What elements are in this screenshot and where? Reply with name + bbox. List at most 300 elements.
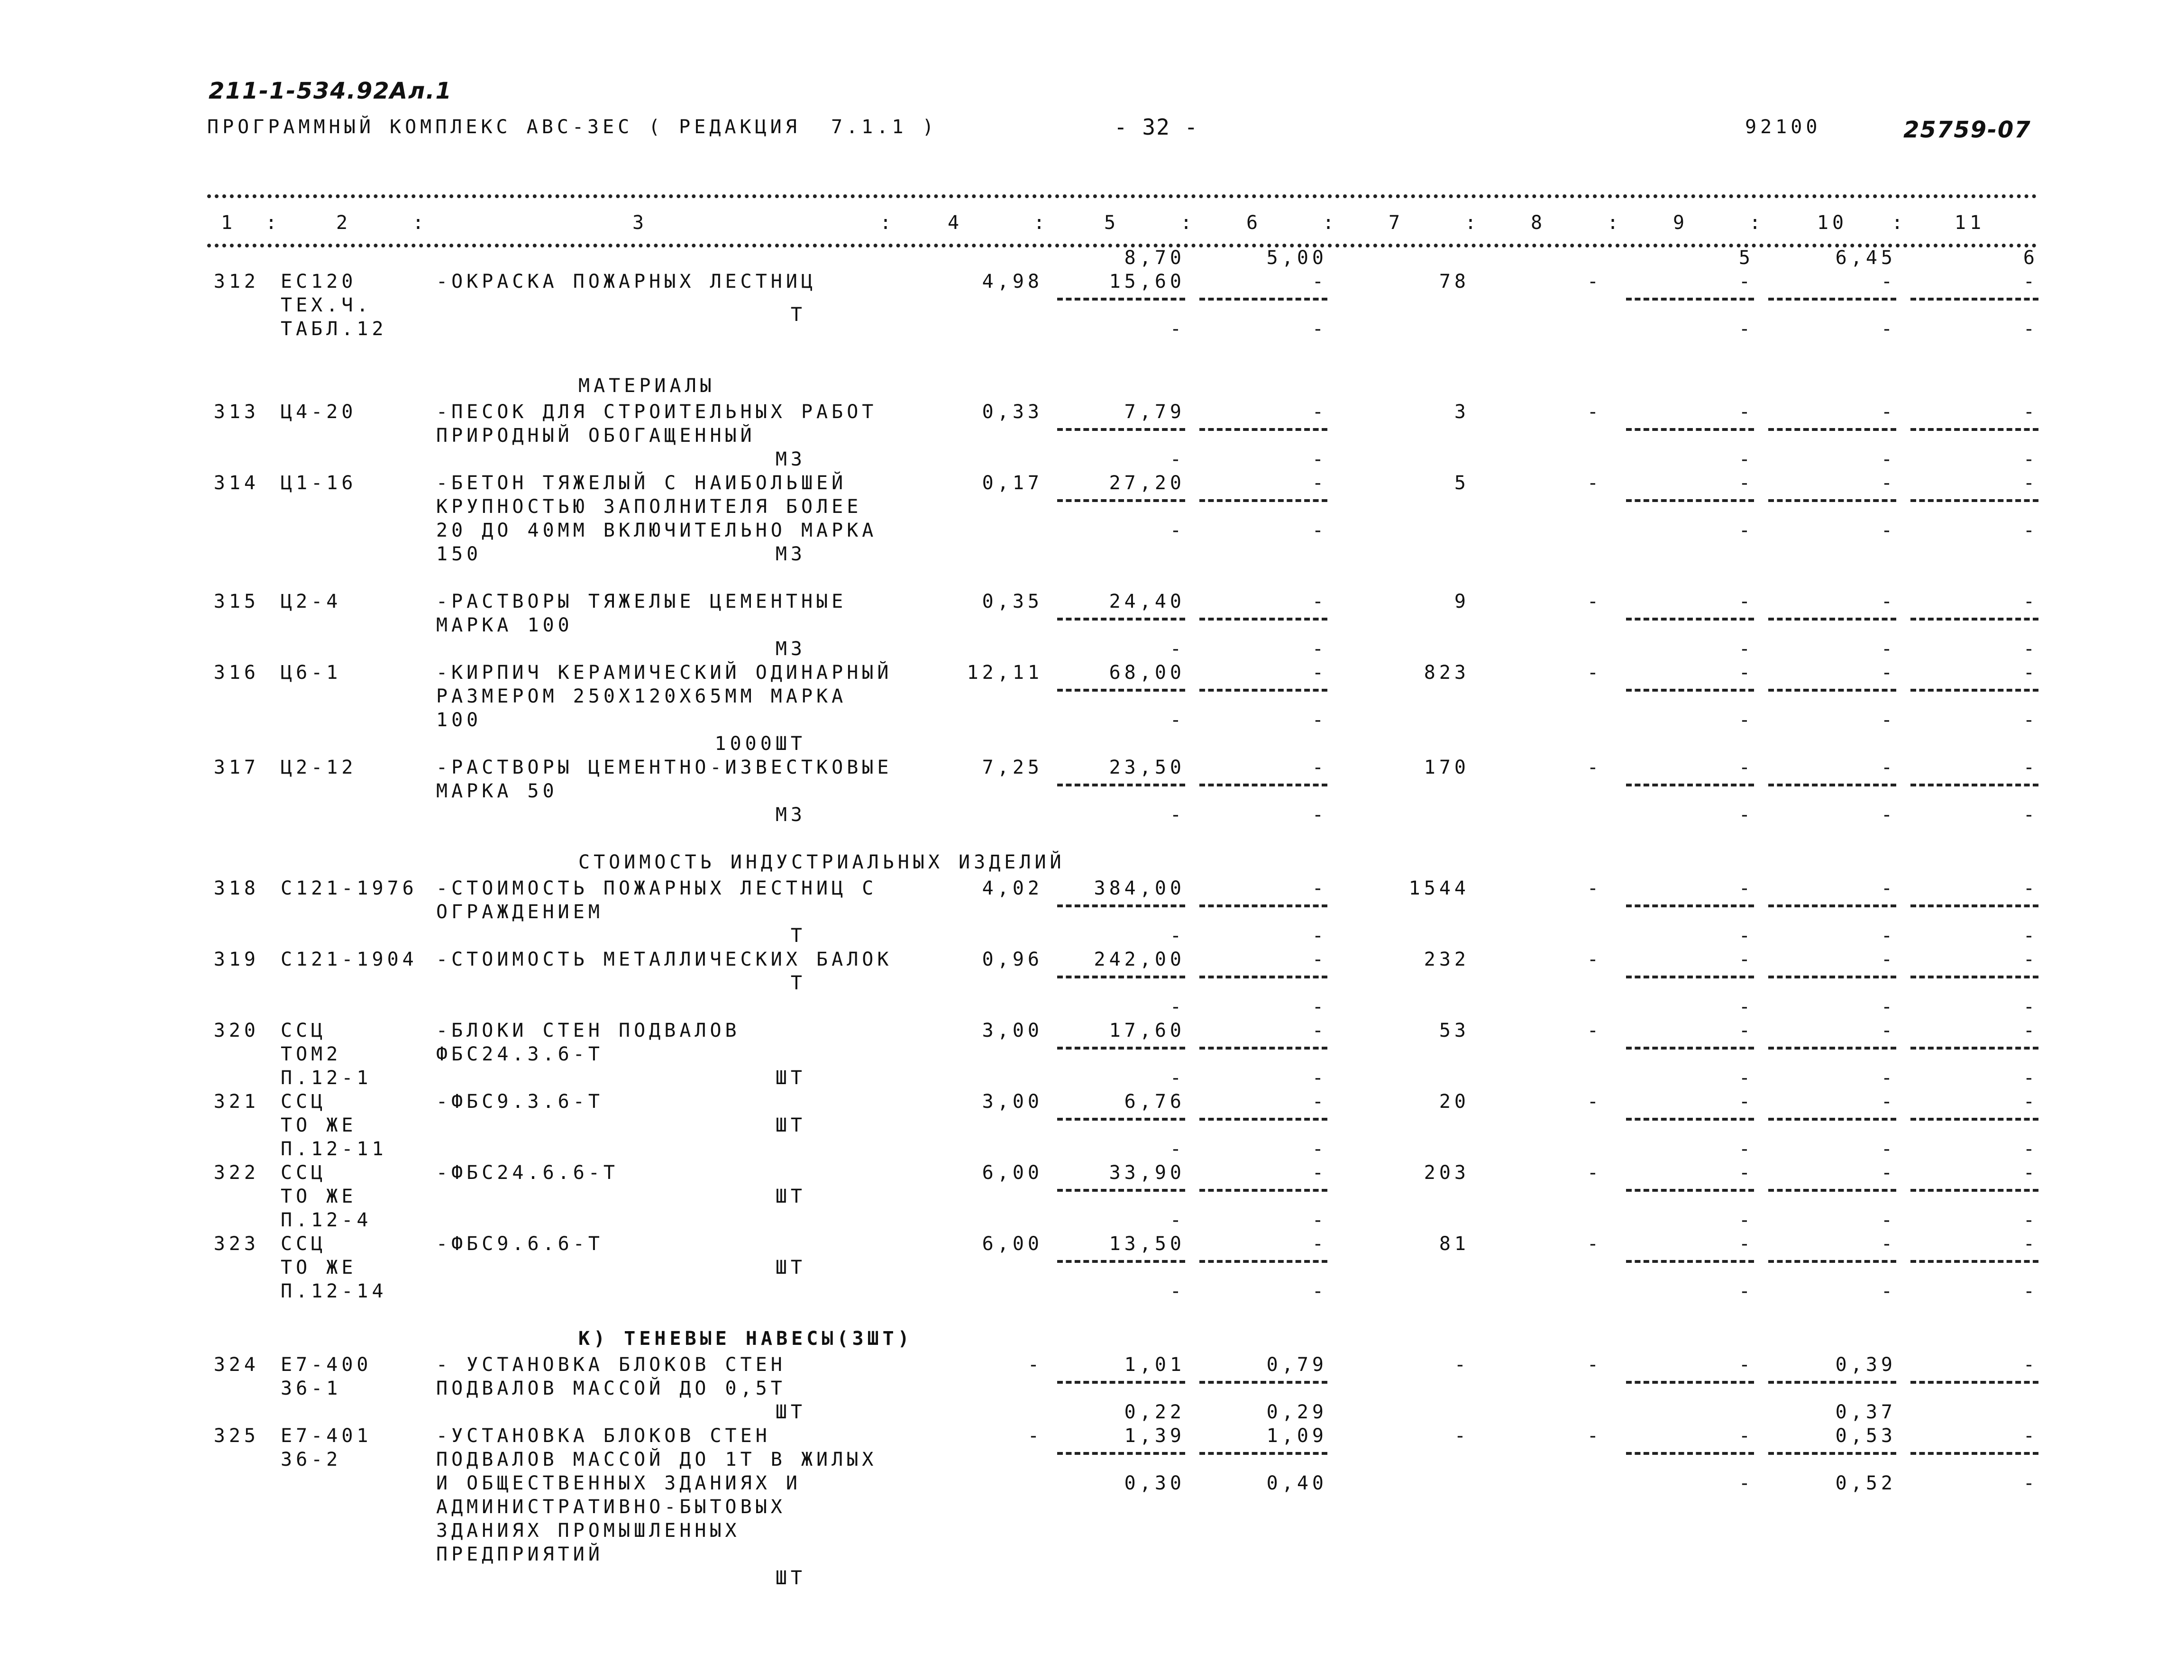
col5-bottom-value: -	[1170, 996, 1185, 1018]
col7-value: 203	[1424, 1162, 1470, 1184]
col7-value: 3	[1454, 401, 1470, 423]
work-description: 20 ДО 40ММ ВКЛЮЧИТЕЛЬНО МАРКА	[436, 520, 877, 541]
col9-value: -	[1738, 472, 1754, 494]
col7-value: 1544	[1408, 877, 1470, 899]
work-description: АДМИНИСТРАТИВНО-БЫТОВЫХ	[436, 1496, 786, 1518]
col5-bottom-value: -	[1170, 709, 1185, 731]
value-separator	[1057, 428, 1185, 431]
col5-value: 384,00	[1094, 877, 1185, 899]
col9-value: -	[1738, 1233, 1754, 1255]
work-code: ТО ЖЕ	[281, 1257, 357, 1278]
col11-value: -	[2023, 1020, 2038, 1041]
col9-value: -	[1738, 877, 1754, 899]
value-separator	[1626, 1189, 1754, 1192]
value-separator	[1910, 618, 2038, 621]
col6-value: -	[1312, 401, 1327, 423]
col10-bottom-value: -	[1881, 925, 1896, 947]
value-separator	[1910, 1381, 2038, 1384]
row-number: 315	[213, 591, 259, 612]
col-header-4: 4	[947, 212, 963, 234]
col5-value: 1,39	[1124, 1425, 1185, 1447]
quantity-value: 4,98	[982, 271, 1043, 292]
col7-value: 823	[1424, 662, 1470, 684]
col5-value: 6,76	[1124, 1091, 1185, 1113]
col11-bottom-value: -	[2023, 1472, 2038, 1494]
col9-value: -	[1738, 662, 1754, 684]
value-separator	[1057, 618, 1185, 621]
col10-bottom-value: -	[1881, 804, 1896, 826]
value-separator	[1626, 618, 1754, 621]
col10-value: -	[1881, 662, 1896, 684]
col6-bottom-value: 0,29	[1266, 1401, 1327, 1423]
col10-value: -	[1881, 1091, 1896, 1113]
value-separator	[1910, 1452, 2038, 1455]
value-separator	[1626, 1381, 1754, 1384]
col10-value: 0,53	[1835, 1425, 1896, 1447]
col5-top-value: 8,70	[1124, 247, 1185, 269]
value-separator	[1199, 428, 1327, 431]
col11-bottom-value: -	[2023, 638, 2038, 660]
col10-bottom-value: -	[1881, 996, 1896, 1018]
col5-bottom-value: -	[1170, 1209, 1185, 1231]
col-sep: :	[1892, 212, 1907, 234]
col5-value: 242,00	[1094, 949, 1185, 970]
value-separator	[1057, 976, 1185, 978]
col6-value: -	[1312, 271, 1327, 292]
col6-value: -	[1312, 591, 1327, 612]
col5-value: 27,20	[1109, 472, 1185, 494]
col8-value: -	[1587, 949, 1602, 970]
col11-top-value: 6	[2023, 247, 2038, 269]
col8-value: -	[1587, 472, 1602, 494]
work-code: ТОМ2	[281, 1043, 342, 1065]
unit-of-measure: М3	[775, 638, 806, 660]
col10-value: -	[1881, 757, 1896, 778]
header-top-rule	[207, 194, 2037, 198]
col10-value: -	[1881, 1020, 1896, 1041]
col5-bottom-value: -	[1170, 520, 1185, 541]
value-separator	[1199, 618, 1327, 621]
col9-value: -	[1738, 949, 1754, 970]
col5-bottom-value: -	[1170, 1067, 1185, 1089]
work-description: -ФБС9.3.6-Т	[436, 1091, 603, 1113]
work-code: Е7-400	[281, 1354, 372, 1376]
col-header-1: 1	[220, 212, 237, 234]
work-description: -РАСТВОРЫ ЦЕМЕНТНО-ИЗВЕСТКОВЫЕ	[436, 757, 893, 778]
value-separator	[1199, 1047, 1327, 1050]
work-description: - УСТАНОВКА БЛОКОВ СТЕН	[436, 1354, 786, 1376]
value-separator	[1910, 1260, 2038, 1263]
quantity-value: 4,02	[982, 877, 1043, 899]
col11-value: -	[2023, 662, 2038, 684]
work-description: -УСТАНОВКА БЛОКОВ СТЕН	[436, 1425, 771, 1447]
value-separator	[1768, 1189, 1896, 1192]
value-separator	[1626, 1260, 1754, 1263]
col10-bottom-value: 0,37	[1835, 1401, 1896, 1423]
col9-bottom-value: -	[1738, 1209, 1754, 1231]
col10-bottom-value: -	[1881, 448, 1896, 470]
col11-bottom-value: -	[2023, 996, 2038, 1018]
col6-value: -	[1312, 662, 1327, 684]
work-code: ССЦ	[281, 1233, 327, 1255]
value-separator	[1057, 1189, 1185, 1192]
col5-value: 33,90	[1109, 1162, 1185, 1184]
col9-top-value: 5	[1738, 247, 1754, 269]
col11-bottom-value: -	[2023, 804, 2038, 826]
col10-value: -	[1881, 591, 1896, 612]
work-code: ЕС120	[281, 271, 357, 292]
value-separator	[1199, 1381, 1327, 1384]
col11-value: -	[2023, 1091, 2038, 1113]
col6-value: -	[1312, 1233, 1327, 1255]
col8-value: -	[1587, 271, 1602, 292]
col5-bottom-value: -	[1170, 448, 1185, 470]
col6-bottom-value: -	[1312, 709, 1327, 731]
value-separator	[1768, 976, 1896, 978]
col9-value: -	[1738, 1354, 1754, 1376]
unit-of-measure: ШТ	[775, 1401, 806, 1423]
col11-bottom-value: -	[2023, 448, 2038, 470]
value-separator	[1199, 1260, 1327, 1263]
col6-value: -	[1312, 877, 1327, 899]
edition-label: ( РЕДАКЦИЯ 7.1.1 )	[649, 116, 938, 138]
col9-value: -	[1738, 1425, 1754, 1447]
work-code: Е7-401	[281, 1425, 372, 1447]
col11-bottom-value: -	[2023, 1138, 2038, 1160]
work-code: С121-1976	[281, 877, 418, 899]
row-number: 316	[213, 662, 259, 684]
col7-value: 53	[1439, 1020, 1470, 1041]
col9-value: -	[1738, 757, 1754, 778]
value-separator	[1910, 428, 2038, 431]
col11-value: -	[2023, 1354, 2038, 1376]
col6-value: -	[1312, 1091, 1327, 1113]
col10-value: 0,39	[1835, 1354, 1896, 1376]
value-separator	[1910, 1118, 2038, 1121]
col-sep: :	[412, 212, 428, 234]
col6-value: -	[1312, 949, 1327, 970]
col10-bottom-value: -	[1881, 709, 1896, 731]
work-code: 36-1	[281, 1378, 342, 1399]
work-code: 36-2	[281, 1449, 342, 1470]
work-description: ЗДАНИЯХ ПРОМЫШЛЕННЫХ	[436, 1520, 740, 1542]
col7-value: 170	[1424, 757, 1470, 778]
value-separator	[1057, 499, 1185, 502]
col9-bottom-value: -	[1738, 925, 1754, 947]
work-description: -ОКРАСКА ПОЖАРНЫХ ЛЕСТНИЦ	[436, 271, 817, 292]
work-description: 100	[436, 709, 482, 731]
work-code: ТАБЛ.12	[281, 318, 387, 340]
col8-value: -	[1587, 401, 1602, 423]
col11-value: -	[2023, 877, 2038, 899]
col7-value: 9	[1454, 591, 1470, 612]
value-separator	[1626, 298, 1754, 301]
col-sep: :	[1323, 212, 1338, 234]
value-separator	[1768, 784, 1896, 786]
value-separator	[1626, 1452, 1754, 1455]
col-header-5: 5	[1104, 212, 1120, 234]
col5-value: 15,60	[1109, 271, 1185, 292]
col6-bottom-value: -	[1312, 804, 1327, 826]
quantity-value: 0,35	[982, 591, 1043, 612]
col9-bottom-value: -	[1738, 804, 1754, 826]
col9-bottom-value: -	[1738, 1138, 1754, 1160]
col11-value: -	[2023, 271, 2038, 292]
work-description: ОГРАЖДЕНИЕМ	[436, 901, 603, 923]
col9-value: -	[1738, 1162, 1754, 1184]
col6-value: 0,79	[1266, 1354, 1327, 1376]
row-number: 323	[213, 1233, 259, 1255]
work-code: Ц6-1	[281, 662, 342, 684]
col8-value: -	[1587, 757, 1602, 778]
col6-bottom-value: -	[1312, 1209, 1327, 1231]
value-separator	[1910, 1047, 2038, 1050]
work-code: Ц1-16	[281, 472, 357, 494]
col11-bottom-value: -	[2023, 520, 2038, 541]
work-description: -РАСТВОРЫ ТЯЖЕЛЫЕ ЦЕМЕНТНЫЕ	[436, 591, 847, 612]
col9-bottom-value: -	[1738, 1067, 1754, 1089]
col6-bottom-value: -	[1312, 1067, 1327, 1089]
work-code: ТЕХ.Ч.	[281, 294, 372, 316]
col5-bottom-value: -	[1170, 318, 1185, 340]
unit-of-measure: Т	[790, 304, 806, 326]
value-separator	[1910, 499, 2038, 502]
value-separator	[1768, 904, 1896, 907]
work-description: РАЗМЕРОМ 250Х120Х65ММ МАРКА	[436, 685, 847, 707]
col5-bottom-value: -	[1170, 638, 1185, 660]
col9-bottom-value: -	[1738, 638, 1754, 660]
col6-value: 1,09	[1266, 1425, 1327, 1447]
col6-bottom-value: 0,40	[1266, 1472, 1327, 1494]
col8-value: -	[1587, 1091, 1602, 1113]
row-number: 319	[213, 949, 259, 970]
unit-of-measure: Т	[790, 925, 806, 947]
col5-value: 68,00	[1109, 662, 1185, 684]
value-separator	[1199, 1189, 1327, 1192]
row-number: 313	[213, 401, 259, 423]
col5-value: 23,50	[1109, 757, 1185, 778]
work-code: П.12-1	[281, 1067, 372, 1089]
value-separator	[1768, 499, 1896, 502]
col-sep: :	[880, 212, 896, 234]
work-description: -СТОИМОСТЬ МЕТАЛЛИЧЕСКИХ БАЛОК	[436, 949, 893, 970]
col9-value: -	[1738, 591, 1754, 612]
value-separator	[1626, 689, 1754, 692]
page-number: - 32 -	[1114, 114, 1199, 140]
col9-bottom-value: -	[1738, 996, 1754, 1018]
col6-bottom-value: -	[1312, 1280, 1327, 1302]
work-code: П.12-14	[281, 1280, 387, 1302]
unit-of-measure: ШТ	[775, 1186, 806, 1207]
value-separator	[1199, 689, 1327, 692]
quantity-value: 12,11	[967, 662, 1043, 684]
value-separator	[1768, 1260, 1896, 1263]
work-code: С121-1904	[281, 949, 418, 970]
col10-top-value: 6,45	[1835, 247, 1896, 269]
row-number: 324	[213, 1354, 259, 1376]
row-number: 317	[213, 757, 259, 778]
col5-bottom-value: -	[1170, 1138, 1185, 1160]
section-heading-industrial: СТОИМОСТЬ ИНДУСТРИАЛЬНЫХ ИЗДЕЛИЙ	[578, 851, 1065, 873]
col8-value: -	[1587, 1020, 1602, 1041]
col11-value: -	[2023, 1162, 2038, 1184]
unit-of-measure: ШТ	[775, 1114, 806, 1136]
document-number: 25759-07	[1903, 117, 2031, 143]
work-code: П.12-4	[281, 1209, 372, 1231]
col-header-8: 8	[1530, 212, 1546, 234]
col11-bottom-value: -	[2023, 925, 2038, 947]
value-separator	[1626, 428, 1754, 431]
col10-value: -	[1881, 401, 1896, 423]
col7-value: -	[1454, 1354, 1470, 1376]
value-separator	[1199, 499, 1327, 502]
work-code: ССЦ	[281, 1162, 327, 1184]
col-header-11: 11	[1954, 212, 1985, 234]
col9-value: -	[1738, 1020, 1754, 1041]
row-number: 318	[213, 877, 259, 899]
section-heading-canopies: К) ТЕНЕВЫЕ НАВЕСЫ(ЗШТ)	[578, 1328, 913, 1350]
value-separator	[1910, 904, 2038, 907]
col9-value: -	[1738, 271, 1754, 292]
col11-value: -	[2023, 472, 2038, 494]
col5-bottom-value: 0,22	[1124, 1401, 1185, 1423]
col5-value: 24,40	[1109, 591, 1185, 612]
col7-value: 20	[1439, 1091, 1470, 1113]
value-separator	[1626, 499, 1754, 502]
col5-bottom-value: -	[1170, 925, 1185, 947]
col6-top-value: 5,00	[1266, 247, 1327, 269]
quantity-value: 0,17	[982, 472, 1043, 494]
value-separator	[1910, 784, 2038, 786]
value-separator	[1626, 976, 1754, 978]
unit-of-measure: 1000ШТ	[714, 733, 806, 755]
col-sep: :	[1033, 212, 1049, 234]
col6-bottom-value: -	[1312, 520, 1327, 541]
col5-bottom-value: -	[1170, 804, 1185, 826]
row-number: 320	[213, 1020, 259, 1041]
col11-value: -	[2023, 401, 2038, 423]
col9-bottom-value: -	[1738, 448, 1754, 470]
col9-bottom-value: -	[1738, 318, 1754, 340]
value-separator	[1057, 1047, 1185, 1050]
col6-bottom-value: -	[1312, 638, 1327, 660]
col9-bottom-value: -	[1738, 520, 1754, 541]
col5-value: 17,60	[1109, 1020, 1185, 1041]
row-number: 321	[213, 1091, 259, 1113]
unit-of-measure: ШТ	[775, 1567, 806, 1589]
work-code: ТО ЖЕ	[281, 1186, 357, 1207]
col7-value: -	[1454, 1425, 1470, 1447]
value-separator	[1626, 784, 1754, 786]
value-separator	[1057, 298, 1185, 301]
quantity-value: 0,96	[982, 949, 1043, 970]
col9-bottom-value: -	[1738, 1472, 1754, 1494]
col7-value: 5	[1454, 472, 1470, 494]
unit-of-measure: М3	[775, 448, 806, 470]
col5-value: 13,50	[1109, 1233, 1185, 1255]
value-separator	[1910, 689, 2038, 692]
quantity-value: 3,00	[982, 1020, 1043, 1041]
col9-value: -	[1738, 401, 1754, 423]
row-number: 325	[213, 1425, 259, 1447]
col5-value: 1,01	[1124, 1354, 1185, 1376]
value-separator	[1768, 428, 1896, 431]
col10-bottom-value: -	[1881, 1067, 1896, 1089]
col-sep: :	[1180, 212, 1196, 234]
col10-bottom-value: -	[1881, 1138, 1896, 1160]
row-number: 314	[213, 472, 259, 494]
work-description: ПРЕДПРИЯТИЙ	[436, 1543, 603, 1565]
col5-bottom-value: -	[1170, 1280, 1185, 1302]
col10-value: -	[1881, 472, 1896, 494]
value-separator	[1768, 618, 1896, 621]
work-description: ПОДВАЛОВ МАССОЙ ДО 1Т В ЖИЛЫХ	[436, 1449, 877, 1470]
quantity-value: 0,33	[982, 401, 1043, 423]
row-number: 322	[213, 1162, 259, 1184]
col11-value: -	[2023, 1233, 2038, 1255]
work-description: МАРКА 50	[436, 780, 558, 802]
work-code: ТО ЖЕ	[281, 1114, 357, 1136]
value-separator	[1768, 298, 1896, 301]
col11-bottom-value: -	[2023, 1280, 2038, 1302]
work-description: -ФБС9.6.6-Т	[436, 1233, 603, 1255]
value-separator	[1910, 1189, 2038, 1192]
col-header-9: 9	[1672, 212, 1689, 234]
value-separator	[1057, 784, 1185, 786]
col10-value: -	[1881, 949, 1896, 970]
quantity-value: 3,00	[982, 1091, 1043, 1113]
work-description: ПОДВАЛОВ МАССОЙ ДО 0,5Т	[436, 1378, 786, 1399]
col9-value: -	[1738, 1091, 1754, 1113]
work-description: -СТОИМОСТЬ ПОЖАРНЫХ ЛЕСТНИЦ С	[436, 877, 877, 899]
col10-bottom-value: 0,52	[1835, 1472, 1896, 1494]
col10-bottom-value: -	[1881, 1209, 1896, 1231]
col-sep: :	[1607, 212, 1623, 234]
value-separator	[1057, 1118, 1185, 1121]
unit-of-measure: Т	[790, 972, 806, 994]
value-separator	[1768, 1381, 1896, 1384]
document-code: 211-1-534.92	[209, 78, 390, 104]
col11-value: -	[2023, 757, 2038, 778]
col-header-2: 2	[336, 212, 352, 234]
value-separator	[1768, 689, 1896, 692]
col8-value: -	[1587, 1425, 1602, 1447]
col5-bottom-value: 0,30	[1124, 1472, 1185, 1494]
col11-bottom-value: -	[2023, 1067, 2038, 1089]
value-separator	[1910, 298, 2038, 301]
quantity-value: 7,25	[982, 757, 1043, 778]
quantity-value: 6,00	[982, 1162, 1043, 1184]
work-code: ССЦ	[281, 1091, 327, 1113]
col-header-3: 3	[632, 212, 648, 234]
col11-value: -	[2023, 949, 2038, 970]
work-description: -БЛОКИ СТЕН ПОДВАЛОВ	[436, 1020, 740, 1041]
work-code: Ц2-4	[281, 591, 342, 612]
value-separator	[1057, 689, 1185, 692]
value-separator	[1768, 1452, 1896, 1455]
row-number: 312	[213, 271, 259, 292]
value-separator	[1057, 1381, 1185, 1384]
col6-bottom-value: -	[1312, 996, 1327, 1018]
unit-of-measure: ШТ	[775, 1067, 806, 1089]
col8-value: -	[1587, 1233, 1602, 1255]
col11-bottom-value: -	[2023, 1209, 2038, 1231]
col-sep: :	[1749, 212, 1765, 234]
code-92100: 92100	[1745, 116, 1821, 138]
work-code: ССЦ	[281, 1020, 327, 1041]
col-header-7: 7	[1388, 212, 1404, 234]
value-separator	[1199, 904, 1327, 907]
